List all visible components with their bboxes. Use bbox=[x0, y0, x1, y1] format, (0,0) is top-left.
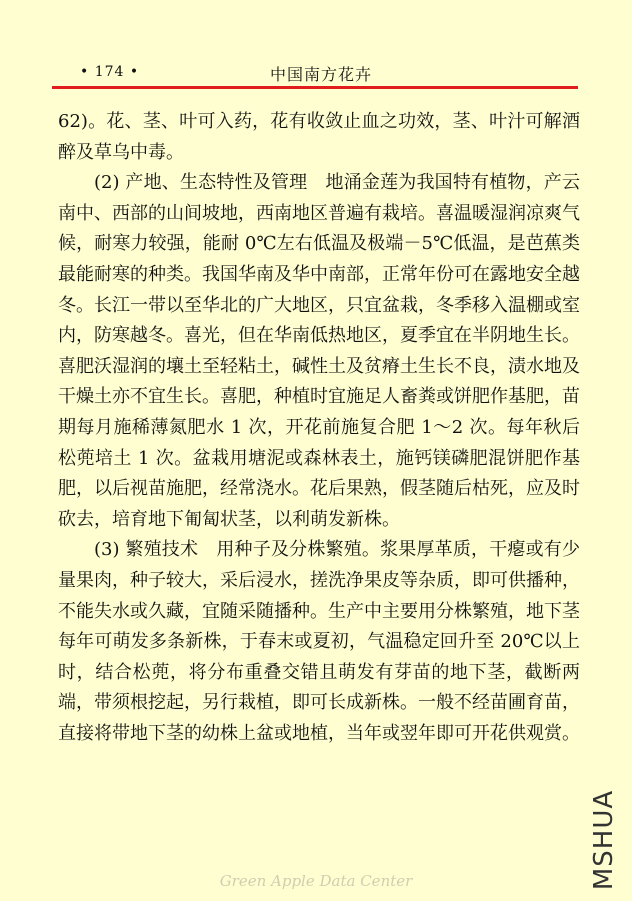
paragraph-habitat: (2) 产地、生态特性及管理 地涌金莲为我国特有植物，产云南中、西部的山间坡地，西南地区普遍有栽培。喜温暖湿润凉爽气候，耐寒力较强，能耐 0℃左右低温及极端－5℃低温，是芭蕉类最能耐寒的种类。我国华南及华中南部，正常年份可在露地安全越冬。长江一带以至华北的广大地区，只宜盆栽，冬季移入温棚或室内，防寒越冬。喜光，但在华南低热地区，夏季宜在半阴地生长。喜肥沃湿润的壤土至轻粘土，碱性土及贫瘠土生长不良，渍水地及干燥土亦不宜生长。喜肥，种植时宜施足人畜粪或饼肥作基肥，苗期每月施稀薄氮肥水 1 次，开花前施复合肥 1～2 次。每年秋后松蔸培土 1 次。盆栽用塘泥或森林表土，施钙镁磷肥混饼肥作基肥，以后视苗施肥，经常浇水。花后果熟，假茎随后枯死，应及时砍去，培育地下匍匐状茎，以利萌发新株。 bbox=[58, 172, 580, 530]
paragraph-continuation: 62)。花、茎、叶可入药，花有收敛止血之功效，茎、叶汁可解酒醉及草乌中毒。 bbox=[58, 111, 580, 163]
paragraph-propagation: (3) 繁殖技术 用种子及分株繁殖。浆果厚革质，干瘪或有少量果肉，种子较大，采后浸水，搓洗净果皮等杂质，即可供播种，不能失水或久藏，宜随采随播种。生产中主要用分株繁殖，地下茎每年可萌发多条新株，于春末或夏初，气温稳定回升至 20℃以上时，结合松蔸，将分布重叠交错且萌发有芽苗的地下茎，截断两端，带须根挖起，另行栽植，即可长成新株。一般不经苗圃育苗，直接将带地下茎的幼株上盆或地植，当年或翌年即可开花供观赏。 bbox=[58, 539, 580, 744]
side-watermark-text: MSHUA bbox=[589, 789, 619, 891]
running-title: 中国南方花卉 bbox=[270, 65, 373, 84]
page-number: • 174 • bbox=[80, 64, 140, 80]
bottom-watermark: Green Apple Data Center bbox=[219, 872, 413, 890]
body-text bbox=[58, 107, 580, 749]
header-rule bbox=[52, 86, 578, 89]
page-header bbox=[52, 62, 578, 86]
